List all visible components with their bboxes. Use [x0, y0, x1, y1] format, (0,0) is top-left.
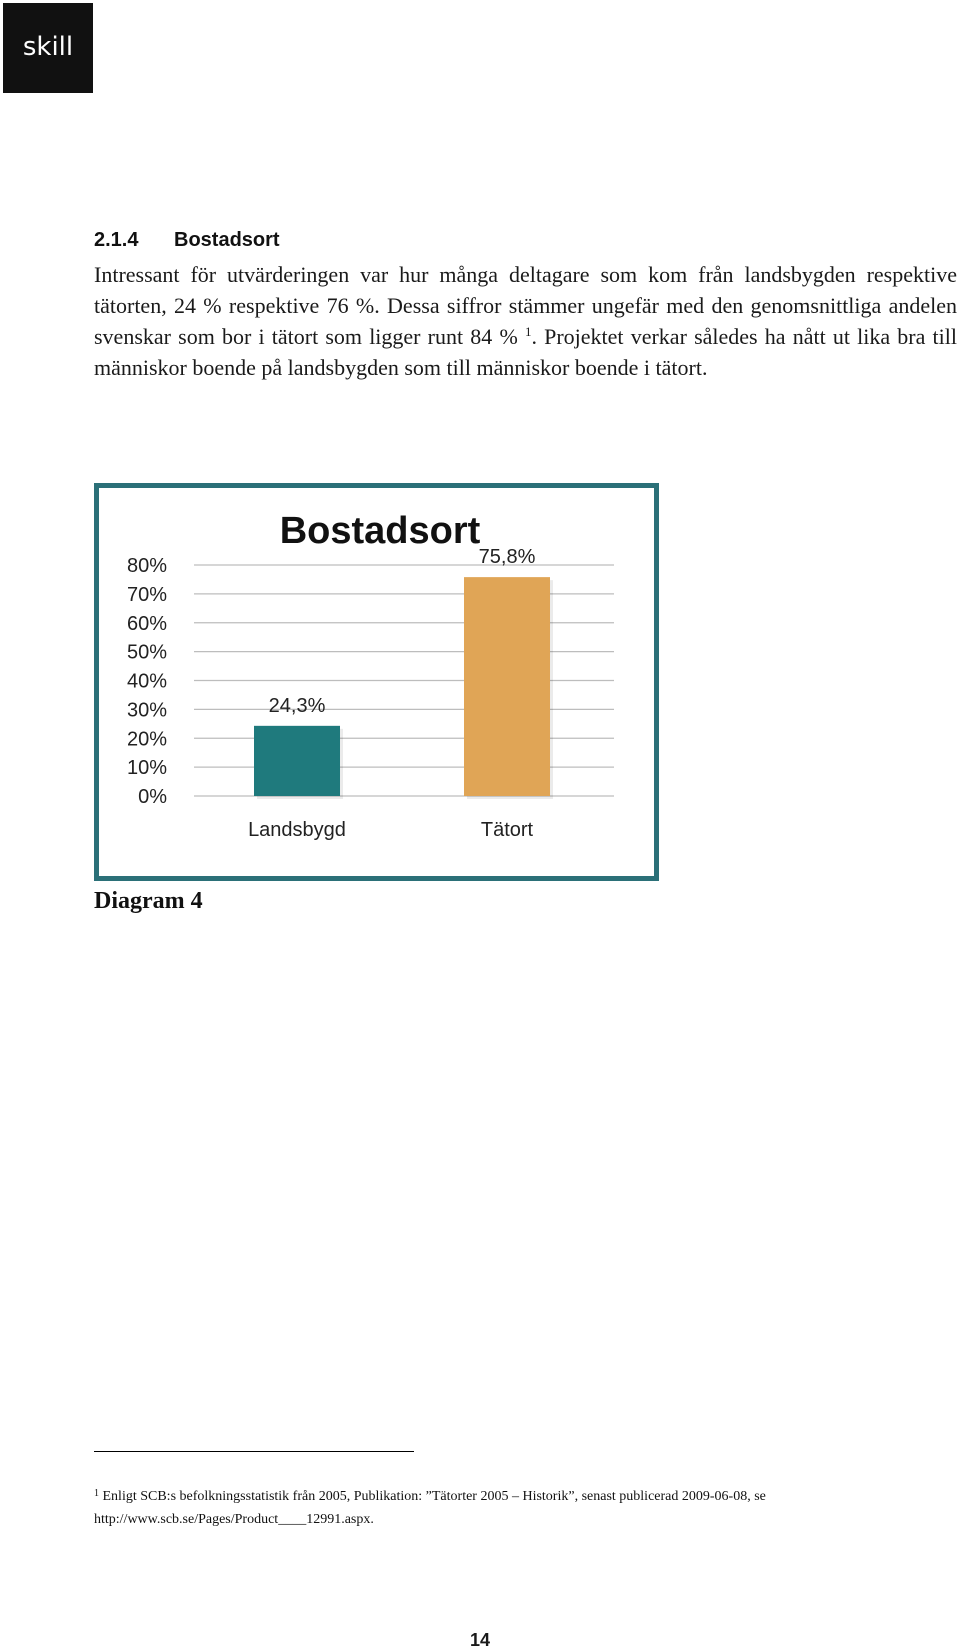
chart-bars: [248, 546, 553, 841]
skill-logo-icon: [13, 28, 83, 68]
y-tick-label: 60%: [126, 612, 167, 635]
bar-value-label: 24,3%: [268, 694, 326, 717]
section-number: 2.1.4: [94, 229, 139, 251]
x-category-label: Landsbygd: [248, 819, 346, 841]
logo-text: skill: [22, 32, 74, 62]
section-title: Bostadsort: [174, 229, 280, 251]
chart-canvas: [99, 488, 654, 876]
y-tick-label: 10%: [126, 757, 167, 780]
body-paragraph: [94, 259, 957, 383]
chart-title: Bostadsort: [279, 510, 481, 552]
paragraph-part2: . Projektet verkar således ha nått ut lika bra till människor boende på landsbygden som till människor boende i tätort.: [94, 324, 957, 380]
y-tick-label: 70%: [126, 583, 167, 606]
footnote-text: Enligt SCB:s befolkningsstatistik från 2005, Publikation: ”Tätorter 2005 – Historik”, senast publicerad 2009-06-08, se http://www.scb.se/Pages/Product____12991.aspx.: [94, 1489, 766, 1527]
y-tick-label: 80%: [126, 555, 167, 577]
skill-logo: [3, 3, 93, 93]
bar-value-label: 75,8%: [478, 546, 536, 569]
page-number: 14: [469, 1630, 491, 1650]
bar-tätort: [464, 577, 550, 796]
bar-landsbygd: [254, 726, 340, 796]
x-category-label: Tätort: [480, 819, 534, 841]
footnote-divider: [94, 1451, 414, 1452]
footnote-number: 1: [94, 1488, 99, 1499]
y-tick-label: 0%: [138, 786, 167, 808]
y-tick-label: 30%: [126, 699, 167, 722]
y-tick-label: 40%: [126, 670, 167, 693]
paragraph-part1: Intressant för utvärderingen var hur många deltagare som kom från landsbygden respektive tätorten, 24 % respektive 76 %. Dessa siffror stämmer ungefär med den genomsnittliga andelen svenskar som bor i tätort som ligger runt 84 %: [94, 262, 957, 349]
diagram-caption: Diagram 4: [94, 888, 203, 914]
y-tick-label: 20%: [126, 728, 167, 751]
section-heading: [94, 229, 280, 252]
footnote: [94, 1485, 954, 1531]
y-tick-label: 50%: [126, 641, 167, 664]
footnote-reference[interactable]: 1: [524, 324, 532, 339]
chart-y-ticks: [127, 555, 167, 808]
bar-chart: [94, 483, 659, 881]
